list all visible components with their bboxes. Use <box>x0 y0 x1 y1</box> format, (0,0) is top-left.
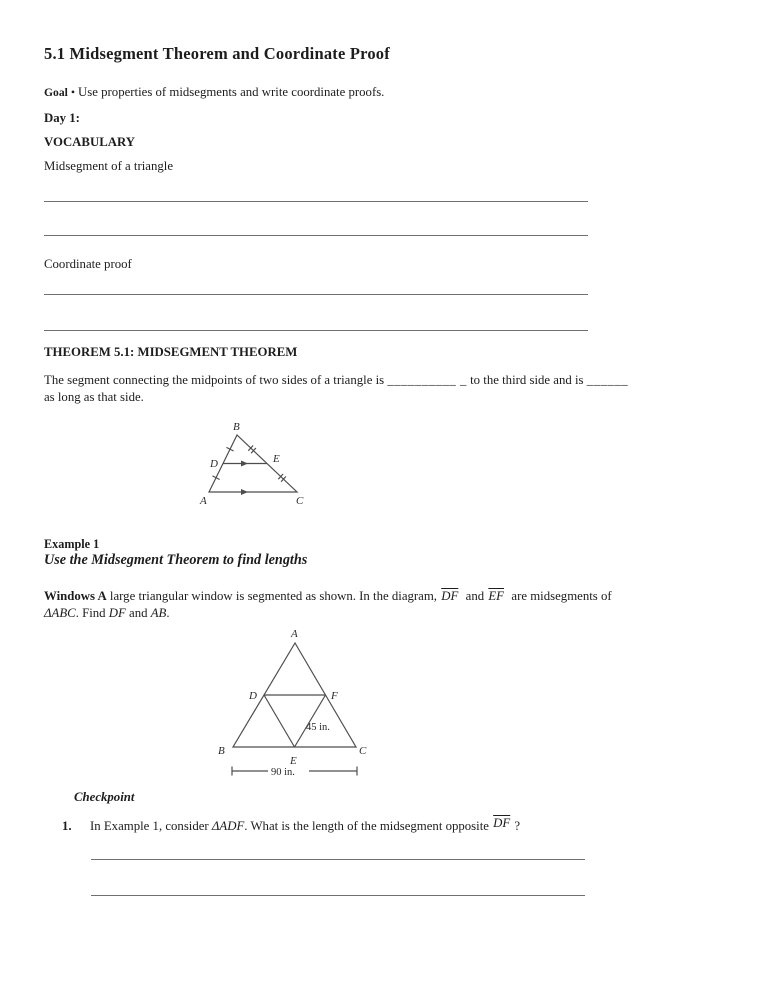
example-line2: ΔABC. Find DF and AB. <box>44 606 170 620</box>
writing-line <box>44 294 588 295</box>
vertex-label-e: E <box>290 755 297 767</box>
theorem-heading: THEOREM 5.1: MIDSEGMENT THEOREM <box>44 345 298 359</box>
checkpoint-question-1: 1. In Example 1, consider ΔADF. What is the length of the midsegment opposite $\overline{DF}$ ? <box>62 816 521 833</box>
fill-in-blank: ______ <box>586 373 629 387</box>
vertex-label-b: B <box>218 745 225 757</box>
windows-keyword: Windows A <box>44 589 107 603</box>
vocabulary-heading: VOCABULARY <box>44 135 136 149</box>
goal-label: Goal <box>44 86 68 99</box>
question-number: 1. <box>62 819 72 833</box>
page-title: 5.1 Midsegment Theorem and Coordinate Proof <box>44 44 390 63</box>
base-length-label: 90 in. <box>271 767 295 778</box>
vocab-term-coordinate-proof: Coordinate proof <box>44 257 132 271</box>
vertex-label-d: D <box>210 458 218 470</box>
theorem-line1: The segment connecting the midpoints of two sides of a triangle is __________ _ to the third side and is ______ <box>44 373 629 387</box>
goal-line <box>44 83 384 101</box>
example-line1: Windows A large triangular window is segmented as shown. In the diagram, $\overline{DF}$ and $\overline{EF}$ are midsegments of <box>44 589 612 603</box>
vertex-label-a: A <box>200 495 207 507</box>
vertex-label-d: D <box>249 690 257 702</box>
window-triangle-diagram <box>212 618 372 783</box>
checkpoint-heading: Checkpoint <box>74 790 135 804</box>
triangle-adf-name: ΔADF <box>211 819 245 833</box>
vertex-label-c: C <box>296 495 304 507</box>
segment-df-overline: $\overline{DF}$ <box>441 589 459 603</box>
segment-de <box>264 695 295 747</box>
example-subheading: Use the Midsegment Theorem to find lengths <box>44 552 308 568</box>
segment-ef-overline: $\overline{EF}$ <box>488 589 504 603</box>
vertex-label-c: C <box>359 745 367 757</box>
theorem-body <box>44 372 744 406</box>
vertex-label-b: B <box>233 421 240 433</box>
theorem-line2: as long as that side. <box>44 390 144 404</box>
answer-line <box>91 859 585 860</box>
midsegment-ef <box>295 695 326 747</box>
answer-line <box>91 895 585 896</box>
segment-df-overline: $\overline{DF}$ <box>493 816 511 830</box>
writing-line <box>44 201 588 202</box>
parallel-arrow <box>241 461 248 467</box>
example-problem-text <box>44 588 744 622</box>
midsegment-triangle-diagram <box>193 414 313 509</box>
writing-line <box>44 235 588 236</box>
vocab-term-midsegment: Midsegment of a triangle <box>44 159 173 173</box>
goal-text: Use properties of midsegments and write coordinate proofs. <box>78 85 385 99</box>
vertex-label-f: F <box>331 690 338 702</box>
vertex-label-a: A <box>291 628 298 640</box>
parallel-arrow <box>241 489 248 495</box>
writing-line <box>44 330 588 331</box>
day-heading: Day 1: <box>44 111 80 125</box>
vertex-label-e: E <box>273 453 280 465</box>
fill-in-blank: __________ _ <box>387 373 467 387</box>
ef-length-label: 45 in. <box>306 722 330 733</box>
goal-bullet: • <box>70 85 76 99</box>
triangle-abc-name: ΔABC <box>44 606 76 620</box>
example-heading: Example 1 <box>44 537 100 551</box>
